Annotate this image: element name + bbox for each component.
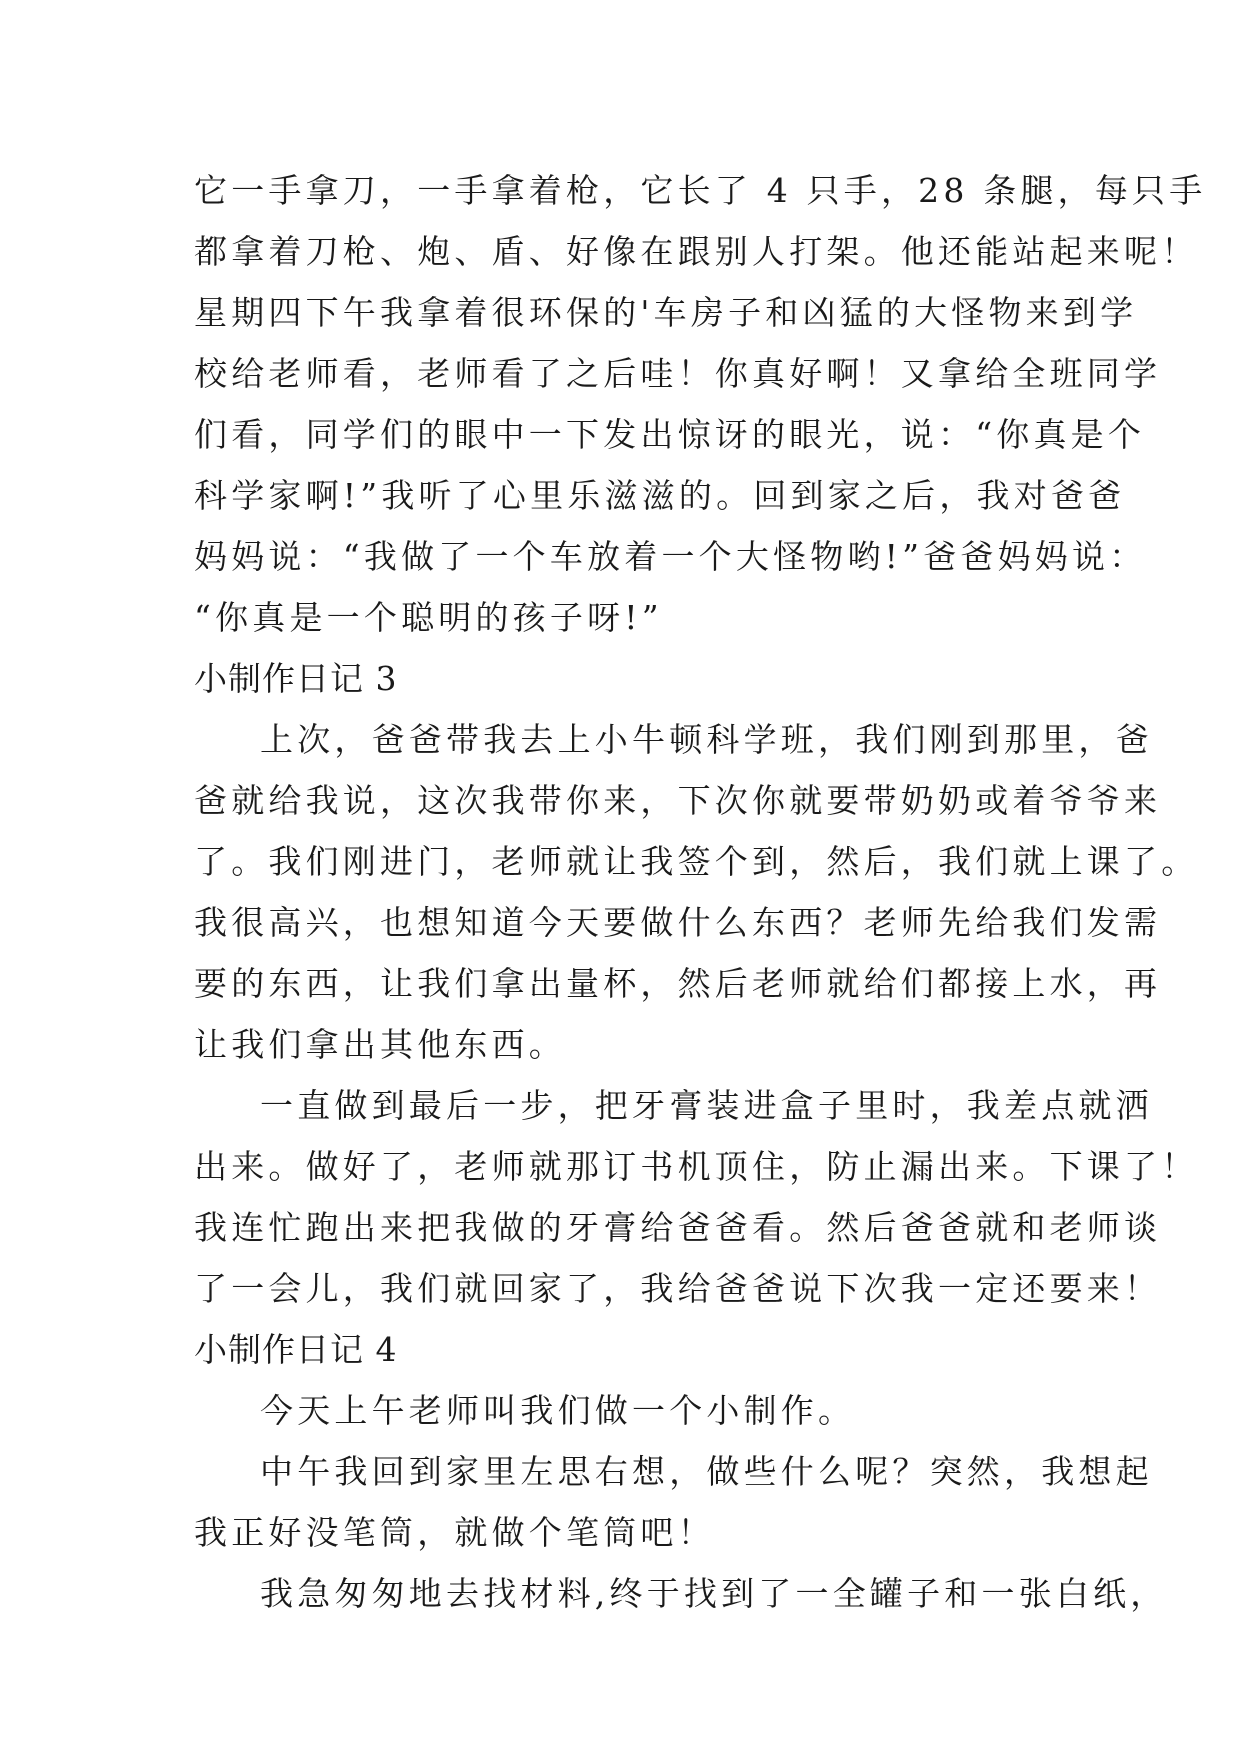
text-line: 了。我们刚进门，老师就让我签个到，然后，我们就上课了。 (194, 842, 1199, 881)
paragraph-first-line: 我急匆匆地去找材料,终于找到了一全罐子和一张白纸， (260, 1574, 1168, 1613)
text-line: 我正好没笔筒，就做个笔筒吧！ (194, 1513, 715, 1552)
text-line: 出来。做好了，老师就那订书机顶住，防止漏出来。下课了！ (194, 1147, 1199, 1186)
text-line: 要的东西，让我们拿出量杯，然后老师就给们都接上水，再 (194, 964, 1162, 1003)
text-line: “你真是一个聪明的孩子呀!” (194, 598, 663, 637)
section-heading: 小制作日记 4 (194, 1330, 398, 1369)
text-line: 了一会儿，我们就回家了，我给爸爸说下次我一定还要来！ (194, 1269, 1162, 1308)
text-line: 科学家啊!”我听了心里乐滋滋的。回到家之后，我对爸爸 (194, 476, 1126, 515)
text-line: 们看，同学们的眼中一下发出惊讶的眼光，说：“你真是个 (194, 415, 1146, 454)
paragraph-first-line: 今天上午老师叫我们做一个小制作。 (260, 1391, 856, 1430)
text-line: 校给老师看，老师看了之后哇！你真好啊！又拿给全班同学 (194, 354, 1162, 393)
text-line: 它一手拿刀，一手拿着枪，它长了 4 只手，28 条腿，每只手 (194, 171, 1207, 210)
text-line: 都拿着刀枪、炮、盾、好像在跟别人打架。他还能站起来呢！ (194, 232, 1199, 271)
text-line: 妈妈说：“我做了一个车放着一个大怪物哟!”爸爸妈妈说： (194, 537, 1147, 576)
document-page (194, 160, 1207, 1624)
paragraph-first-line: 一直做到最后一步，把牙膏装进盒子里时，我差点就洒 (260, 1086, 1153, 1125)
paragraph-first-line: 中午我回到家里左思右想，做些什么呢？突然，我想起 (260, 1452, 1153, 1491)
text-line: 星期四下午我拿着很环保的'车房子和凶猛的大怪物来到学 (194, 293, 1138, 332)
section-heading: 小制作日记 3 (194, 659, 398, 698)
paragraph-first-line: 上次，爸爸带我去上小牛顿科学班，我们刚到那里，爸 (260, 720, 1153, 759)
text-line: 让我们拿出其他东西。 (194, 1025, 566, 1064)
text-line: 爸就给我说，这次我带你来，下次你就要带奶奶或着爷爷来 (194, 781, 1162, 820)
text-line: 我很高兴，也想知道今天要做什么东西？老师先给我们发需 (194, 903, 1162, 942)
text-line: 我连忙跑出来把我做的牙膏给爸爸看。然后爸爸就和老师谈 (194, 1208, 1162, 1247)
